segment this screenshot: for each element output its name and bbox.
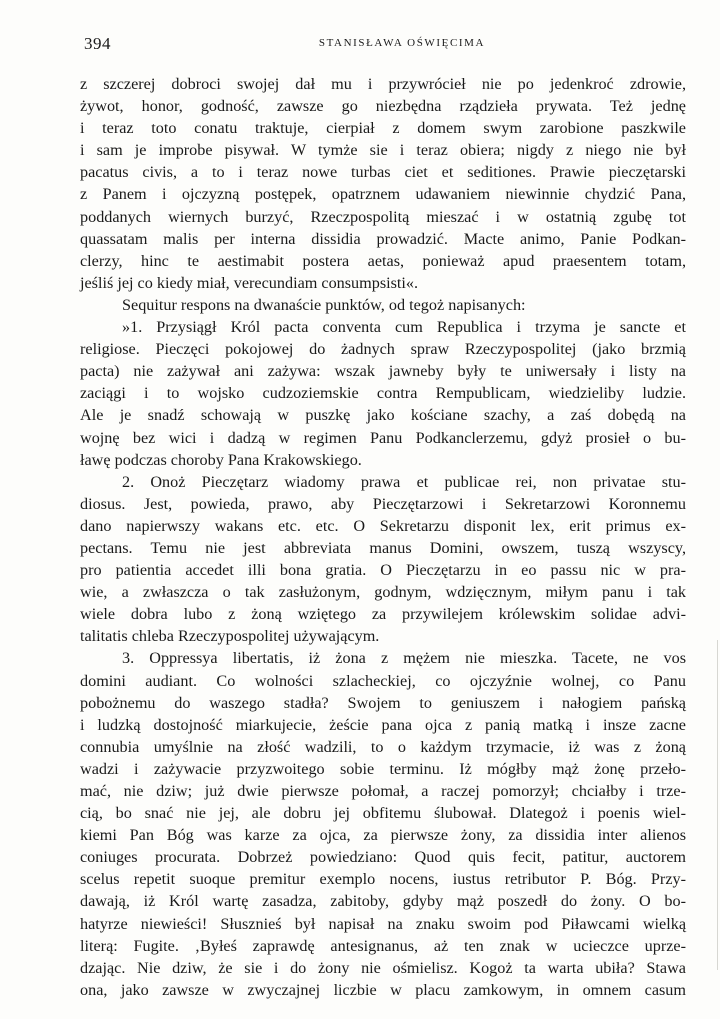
text-line: wojnę bez wici i dadzą w regimen Panu Podkanclerzemu, gdyż prosieł o bu-	[80, 428, 686, 447]
scan-edge-shadow	[717, 640, 718, 970]
text-line: »1. Przysiągł Król pacta conventa cum Republica i trzyma je sancte et	[122, 318, 686, 337]
text-line: connubia umyślnie na złość wadzili, to o każdym trzymacie, iż was z żoną	[80, 737, 686, 756]
text-line: dawają, iż Król wartę zasadza, zabitoby, gdyby mąż poszedł do żony. O bo-	[80, 892, 686, 911]
running-head	[84, 34, 690, 56]
text-line: dzając. Nie dziw, że sie i do żony nie ośmielisz. Kogoż ta warta ubiła? Stawa	[80, 958, 686, 977]
text-line: wiele dobra lubo z żoną wziętego za przywilejem królewskim solidae advi-	[80, 605, 686, 624]
text-line: ona, jako zawsze w zwyczajnej liczbie w placu zamkowym, in omnem casum	[80, 980, 686, 999]
text-line: 2. Onoż Pieczętarz wiadomy prawa et publicae rei, non privatae stu-	[122, 472, 686, 491]
text-line: pro patientia accedet illi bona gratia. O Pieczętarzu in eo passu nic w pra-	[80, 561, 686, 580]
text-line: talitatis chleba Rzeczypospolitej używającym.	[80, 627, 380, 646]
text-line: wadzi i zażywacie przyzwoitego sobie terminu. Iż mógłby mąż żonę przeło-	[80, 759, 686, 778]
text-line: i sam je improbe pisywał. W tymże sie i teraz obiera; nigdy z niego nie był	[80, 141, 686, 160]
text-line: pobożnemu do waszego stadła? Swojem to geniuszem i nałogiem pańską	[80, 693, 686, 712]
text-line: mać, nie dziw; już dwie pierwsze połomał, a raczej pomorzył; chciałby i trze-	[80, 782, 686, 800]
text-line: literą: Fugite. ‚Byłeś zaprawdę antesignanus, aż ten znak w ucieczce uprze-	[80, 936, 686, 955]
text-line: jeśliś jej co kiedy miał, verecundiam consumpsisti«.	[80, 273, 419, 292]
text-line: kiemi Pan Bóg was karze za ojca, za pierwsze żony, za dissidia inter alienos	[80, 826, 686, 845]
page-number: 394	[84, 34, 111, 53]
text-line: i teraz toto conatu traktuje, cierpiał z domem swym zarobione paszkwile	[80, 119, 686, 138]
text-line: z Panem i ojczyzną postępek, opatrznem udawaniem niewinnie chydzić Pana,	[80, 185, 686, 204]
text-line: z szczerej dobroci swojej dał mu i przywrócieł nie po jedenkroć zdrowie,	[80, 75, 686, 93]
text-line: hatyrze niewieści! Słusznieś był napisał na znaku swoim pod Piławcami wielką	[80, 914, 686, 933]
text-line: ławę podczas choroby Pana Krakowskiego.	[80, 450, 362, 469]
text-line: Ale je snadź schowają w puszkę jako kościane szachy, a zaś dobędą na	[80, 406, 686, 425]
text-line: coniuges procurata. Dobrzeż powiedziano: Quod quis fecit, patitur, auctorem	[80, 848, 686, 867]
text-line: 3. Oppressya libertatis, iż żona z mężem nie mieszka. Tacete, ne vos	[122, 649, 686, 668]
text-line: i ludzką dostojność miarkujecie, żeście pana ojca z panią matką i insze zacne	[80, 715, 686, 734]
text-line: wie, a zwłaszcza o tak zasłużonym, godnym, wdzięcznym, miłym panu i tak	[80, 583, 686, 602]
text-line: poddanych wiernych burzyć, Rzeczpospolitą mieszać i w ostatnią zgubę tot	[80, 207, 686, 226]
text-line: domini audiant. Co wolności szlacheckiej, co ojczyźnie wolnej, co Panu	[80, 671, 686, 690]
text-line: pectans. Temu nie jest abbreviata manus Domini, owszem, tuszą wszyscy,	[80, 538, 686, 557]
text-line: religiose. Pieczęci pokojowej do żadnych spraw Rzeczypospolitej (jako brzmią	[80, 340, 686, 359]
text-line: dano napierwszy wakans etc. etc. O Sekretarzu disponit lex, erit primus ex-	[80, 516, 686, 535]
running-title: STANISŁAWA OŚWIĘCIMA	[318, 37, 486, 49]
text-line: zaciągi i to wojsko cudzoziemskie contra Rempublicam, wiedzieliby ludzie.	[80, 384, 686, 403]
text-line: żywot, honor, godność, zawsze go niezbędna rządzieła prywata. Też jednę	[80, 97, 686, 116]
text-line: pacatus civis, a to i teraz nowe turbas ciet et seditiones. Prawie pieczętarski	[80, 163, 686, 182]
text-line: cią, bo snać nie jej, ale dobru jej obfitemu ślubował. Dlategoż i poenis wiel-	[80, 804, 686, 823]
text-line: Sequitur respons na dwanaście punktów, od tegoż napisanych:	[122, 295, 526, 314]
body-text	[80, 73, 686, 1001]
text-line: diosus. Jest, powieda, prawo, aby Pieczętarzowi i Sekretarzowi Koronnemu	[80, 494, 686, 513]
text-line: pacta) nie zażywał ani zażywa: wszak jawneby były te uniwersały i listy na	[80, 362, 686, 381]
text-line: quassatam malis per interna dissidia prowadzić. Macte animo, Panie Podkan-	[80, 229, 686, 248]
text-line: clerzy, hinc te aestimabit postera aetas, ponieważ apud praesentem totam,	[80, 251, 686, 270]
text-line: scelus repetit suoque premitur exemplo nocens, iustus retributor P. Bóg. Przy-	[80, 870, 686, 889]
